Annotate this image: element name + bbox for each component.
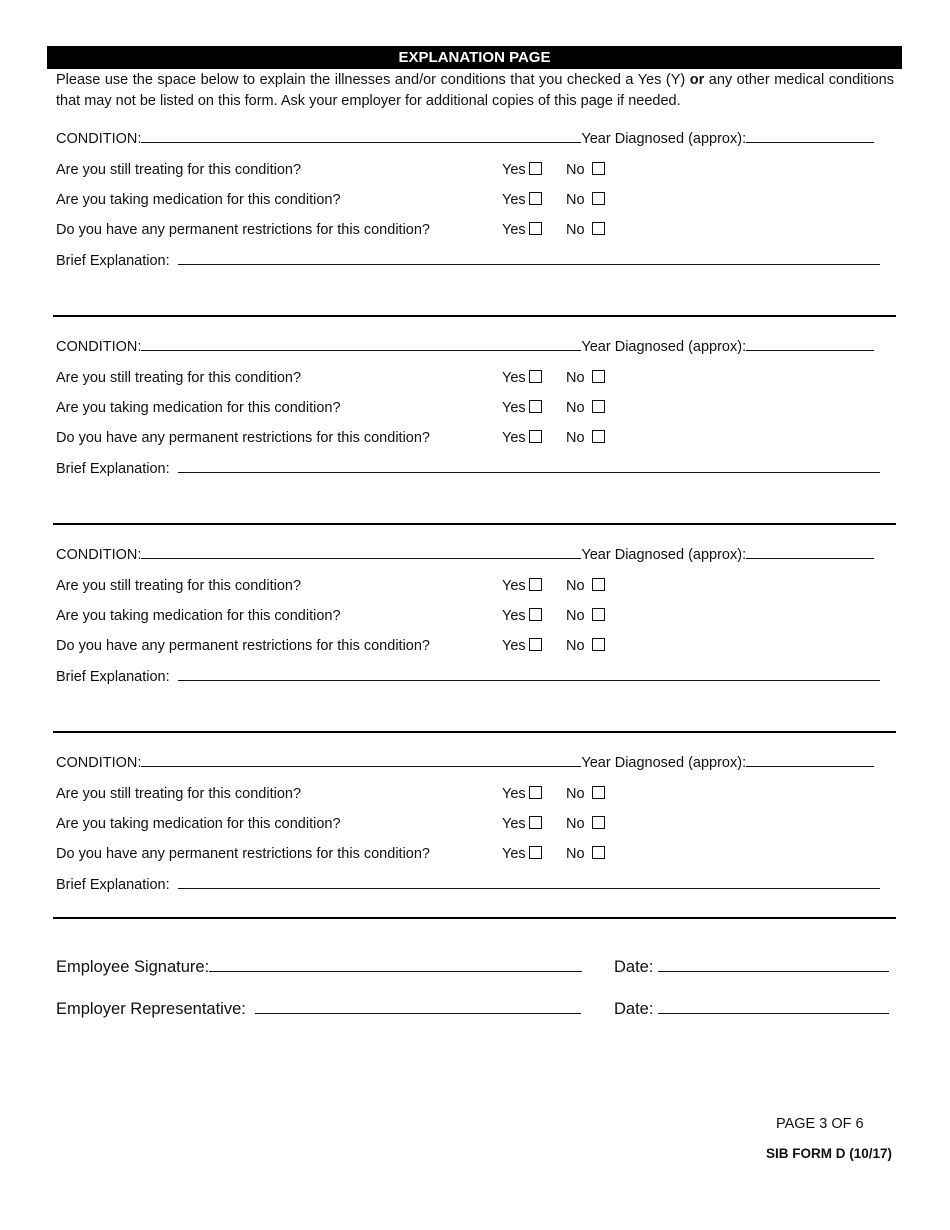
employee-signature-label: Employee Signature: bbox=[56, 958, 210, 976]
no-label: No bbox=[566, 638, 585, 654]
restrictions-no[interactable] bbox=[566, 222, 605, 238]
no-label: No bbox=[566, 430, 585, 446]
condition-field[interactable] bbox=[141, 754, 581, 767]
condition-label: CONDITION: bbox=[56, 131, 142, 147]
no-label: No bbox=[566, 222, 585, 238]
condition-field[interactable] bbox=[141, 546, 581, 559]
checkbox-icon[interactable] bbox=[592, 370, 605, 383]
year-diagnosed-field[interactable] bbox=[746, 546, 874, 559]
treating-yes[interactable] bbox=[502, 578, 542, 594]
restrictions-yes[interactable] bbox=[502, 846, 542, 862]
year-diagnosed-field[interactable] bbox=[746, 130, 874, 143]
brief-explanation-label: Brief Explanation: bbox=[56, 669, 170, 685]
question-treating: Are you still treating for this condition? bbox=[56, 162, 302, 178]
checkbox-icon[interactable] bbox=[529, 162, 542, 175]
instructions bbox=[56, 70, 894, 112]
restrictions-no[interactable] bbox=[566, 638, 605, 654]
checkbox-icon[interactable] bbox=[529, 786, 542, 799]
no-label: No bbox=[566, 370, 585, 386]
year-diagnosed-field[interactable] bbox=[746, 338, 874, 351]
year-diagnosed-label: Year Diagnosed (approx): bbox=[581, 755, 747, 771]
section-divider bbox=[53, 315, 896, 317]
page-number: PAGE 3 OF 6 bbox=[776, 1116, 864, 1132]
no-label: No bbox=[566, 816, 585, 832]
question-restrictions: Do you have any permanent restrictions for this condition? bbox=[56, 222, 430, 238]
brief-explanation-field[interactable] bbox=[178, 460, 880, 473]
treating-no[interactable] bbox=[566, 370, 605, 386]
medication-no[interactable] bbox=[566, 192, 605, 208]
checkbox-icon[interactable] bbox=[592, 786, 605, 799]
checkbox-icon[interactable] bbox=[529, 638, 542, 651]
question-medication: Are you taking medication for this condition? bbox=[56, 400, 341, 416]
form-id: SIB FORM D (10/17) bbox=[766, 1146, 893, 1161]
treating-yes[interactable] bbox=[502, 786, 542, 802]
brief-explanation-field[interactable] bbox=[178, 876, 880, 889]
brief-explanation-label: Brief Explanation: bbox=[56, 461, 170, 477]
medication-yes[interactable] bbox=[502, 816, 542, 832]
no-label: No bbox=[566, 846, 585, 862]
no-label: No bbox=[566, 192, 585, 208]
year-diagnosed-label: Year Diagnosed (approx): bbox=[581, 547, 747, 563]
restrictions-no[interactable] bbox=[566, 846, 605, 862]
checkbox-icon[interactable] bbox=[592, 192, 605, 205]
condition-label: CONDITION: bbox=[56, 755, 142, 771]
section-divider bbox=[53, 917, 896, 919]
condition-field[interactable] bbox=[141, 338, 581, 351]
employee-date-row bbox=[614, 957, 889, 977]
yes-label: Yes bbox=[502, 400, 526, 416]
yes-label: Yes bbox=[502, 846, 526, 862]
treating-yes[interactable] bbox=[502, 370, 542, 386]
question-treating: Are you still treating for this condition? bbox=[56, 370, 302, 386]
yes-label: Yes bbox=[502, 578, 526, 594]
restrictions-yes[interactable] bbox=[502, 222, 542, 238]
question-restrictions: Do you have any permanent restrictions for this condition? bbox=[56, 638, 430, 654]
no-label: No bbox=[566, 162, 585, 178]
checkbox-icon[interactable] bbox=[529, 608, 542, 621]
date-label: Date: bbox=[614, 1000, 654, 1018]
checkbox-icon[interactable] bbox=[529, 222, 542, 235]
brief-explanation-label: Brief Explanation: bbox=[56, 253, 170, 269]
question-medication: Are you taking medication for this condition? bbox=[56, 608, 341, 624]
checkbox-icon[interactable] bbox=[529, 816, 542, 829]
instructions-text-1: Please use the space below to explain the illnesses and/or conditions that you checked a Yes (Y) bbox=[56, 72, 690, 88]
yes-label: Yes bbox=[502, 638, 526, 654]
yes-label: Yes bbox=[502, 786, 526, 802]
checkbox-icon[interactable] bbox=[592, 816, 605, 829]
checkbox-icon[interactable] bbox=[592, 638, 605, 651]
year-diagnosed-label: Year Diagnosed (approx): bbox=[581, 339, 747, 355]
employee-signature-row bbox=[56, 957, 582, 977]
medication-yes[interactable] bbox=[502, 192, 542, 208]
employer-representative-label: Employer Representative: bbox=[56, 1000, 246, 1018]
page-title: EXPLANATION PAGE bbox=[47, 46, 902, 69]
no-label: No bbox=[566, 578, 585, 594]
question-medication: Are you taking medication for this condition? bbox=[56, 816, 341, 832]
question-restrictions: Do you have any permanent restrictions for this condition? bbox=[56, 846, 430, 862]
employer-representative-field[interactable] bbox=[255, 999, 581, 1014]
condition-label: CONDITION: bbox=[56, 547, 142, 563]
checkbox-icon[interactable] bbox=[529, 430, 542, 443]
question-treating: Are you still treating for this condition? bbox=[56, 578, 302, 594]
checkbox-icon[interactable] bbox=[529, 578, 542, 591]
medication-no[interactable] bbox=[566, 816, 605, 832]
checkbox-icon[interactable] bbox=[592, 162, 605, 175]
no-label: No bbox=[566, 608, 585, 624]
instructions-text-2: any other medical conditions that may not be listed on this form. Ask your employer for additional copies of this page if needed. bbox=[56, 72, 894, 109]
treating-no[interactable] bbox=[566, 162, 605, 178]
checkbox-icon[interactable] bbox=[529, 400, 542, 413]
year-diagnosed-field[interactable] bbox=[746, 754, 874, 767]
yes-label: Yes bbox=[502, 222, 526, 238]
employee-date-field[interactable] bbox=[658, 957, 889, 972]
date-label: Date: bbox=[614, 958, 654, 976]
brief-explanation-field[interactable] bbox=[178, 252, 880, 265]
medication-no[interactable] bbox=[566, 608, 605, 624]
restrictions-yes[interactable] bbox=[502, 430, 542, 446]
restrictions-no[interactable] bbox=[566, 430, 605, 446]
year-diagnosed-label: Year Diagnosed (approx): bbox=[581, 131, 747, 147]
checkbox-icon[interactable] bbox=[529, 846, 542, 859]
no-label: No bbox=[566, 400, 585, 416]
yes-label: Yes bbox=[502, 370, 526, 386]
employee-signature-field[interactable] bbox=[209, 957, 582, 972]
treating-yes[interactable] bbox=[502, 162, 542, 178]
question-treating: Are you still treating for this condition? bbox=[56, 786, 302, 802]
yes-label: Yes bbox=[502, 192, 526, 208]
checkbox-icon[interactable] bbox=[592, 578, 605, 591]
condition-label: CONDITION: bbox=[56, 339, 142, 355]
yes-label: Yes bbox=[502, 162, 526, 178]
checkbox-icon[interactable] bbox=[529, 192, 542, 205]
medication-yes[interactable] bbox=[502, 400, 542, 416]
question-medication: Are you taking medication for this condition? bbox=[56, 192, 341, 208]
treating-no[interactable] bbox=[566, 578, 605, 594]
employer-representative-row bbox=[56, 999, 581, 1019]
medication-yes[interactable] bbox=[502, 608, 542, 624]
treating-no[interactable] bbox=[566, 786, 605, 802]
checkbox-icon[interactable] bbox=[592, 846, 605, 859]
checkbox-icon[interactable] bbox=[592, 222, 605, 235]
employer-date-field[interactable] bbox=[658, 999, 889, 1014]
checkbox-icon[interactable] bbox=[592, 400, 605, 413]
section-divider bbox=[53, 731, 896, 733]
brief-explanation-label: Brief Explanation: bbox=[56, 877, 170, 893]
no-label: No bbox=[566, 786, 585, 802]
checkbox-icon[interactable] bbox=[529, 370, 542, 383]
condition-field[interactable] bbox=[141, 130, 581, 143]
restrictions-yes[interactable] bbox=[502, 638, 542, 654]
brief-explanation-field[interactable] bbox=[178, 668, 880, 681]
checkbox-icon[interactable] bbox=[592, 608, 605, 621]
yes-label: Yes bbox=[502, 608, 526, 624]
yes-label: Yes bbox=[502, 430, 526, 446]
medication-no[interactable] bbox=[566, 400, 605, 416]
instructions-bold-or: or bbox=[689, 72, 705, 88]
employer-date-row bbox=[614, 999, 889, 1019]
checkbox-icon[interactable] bbox=[592, 430, 605, 443]
question-restrictions: Do you have any permanent restrictions for this condition? bbox=[56, 430, 430, 446]
section-divider bbox=[53, 523, 896, 525]
yes-label: Yes bbox=[502, 816, 526, 832]
